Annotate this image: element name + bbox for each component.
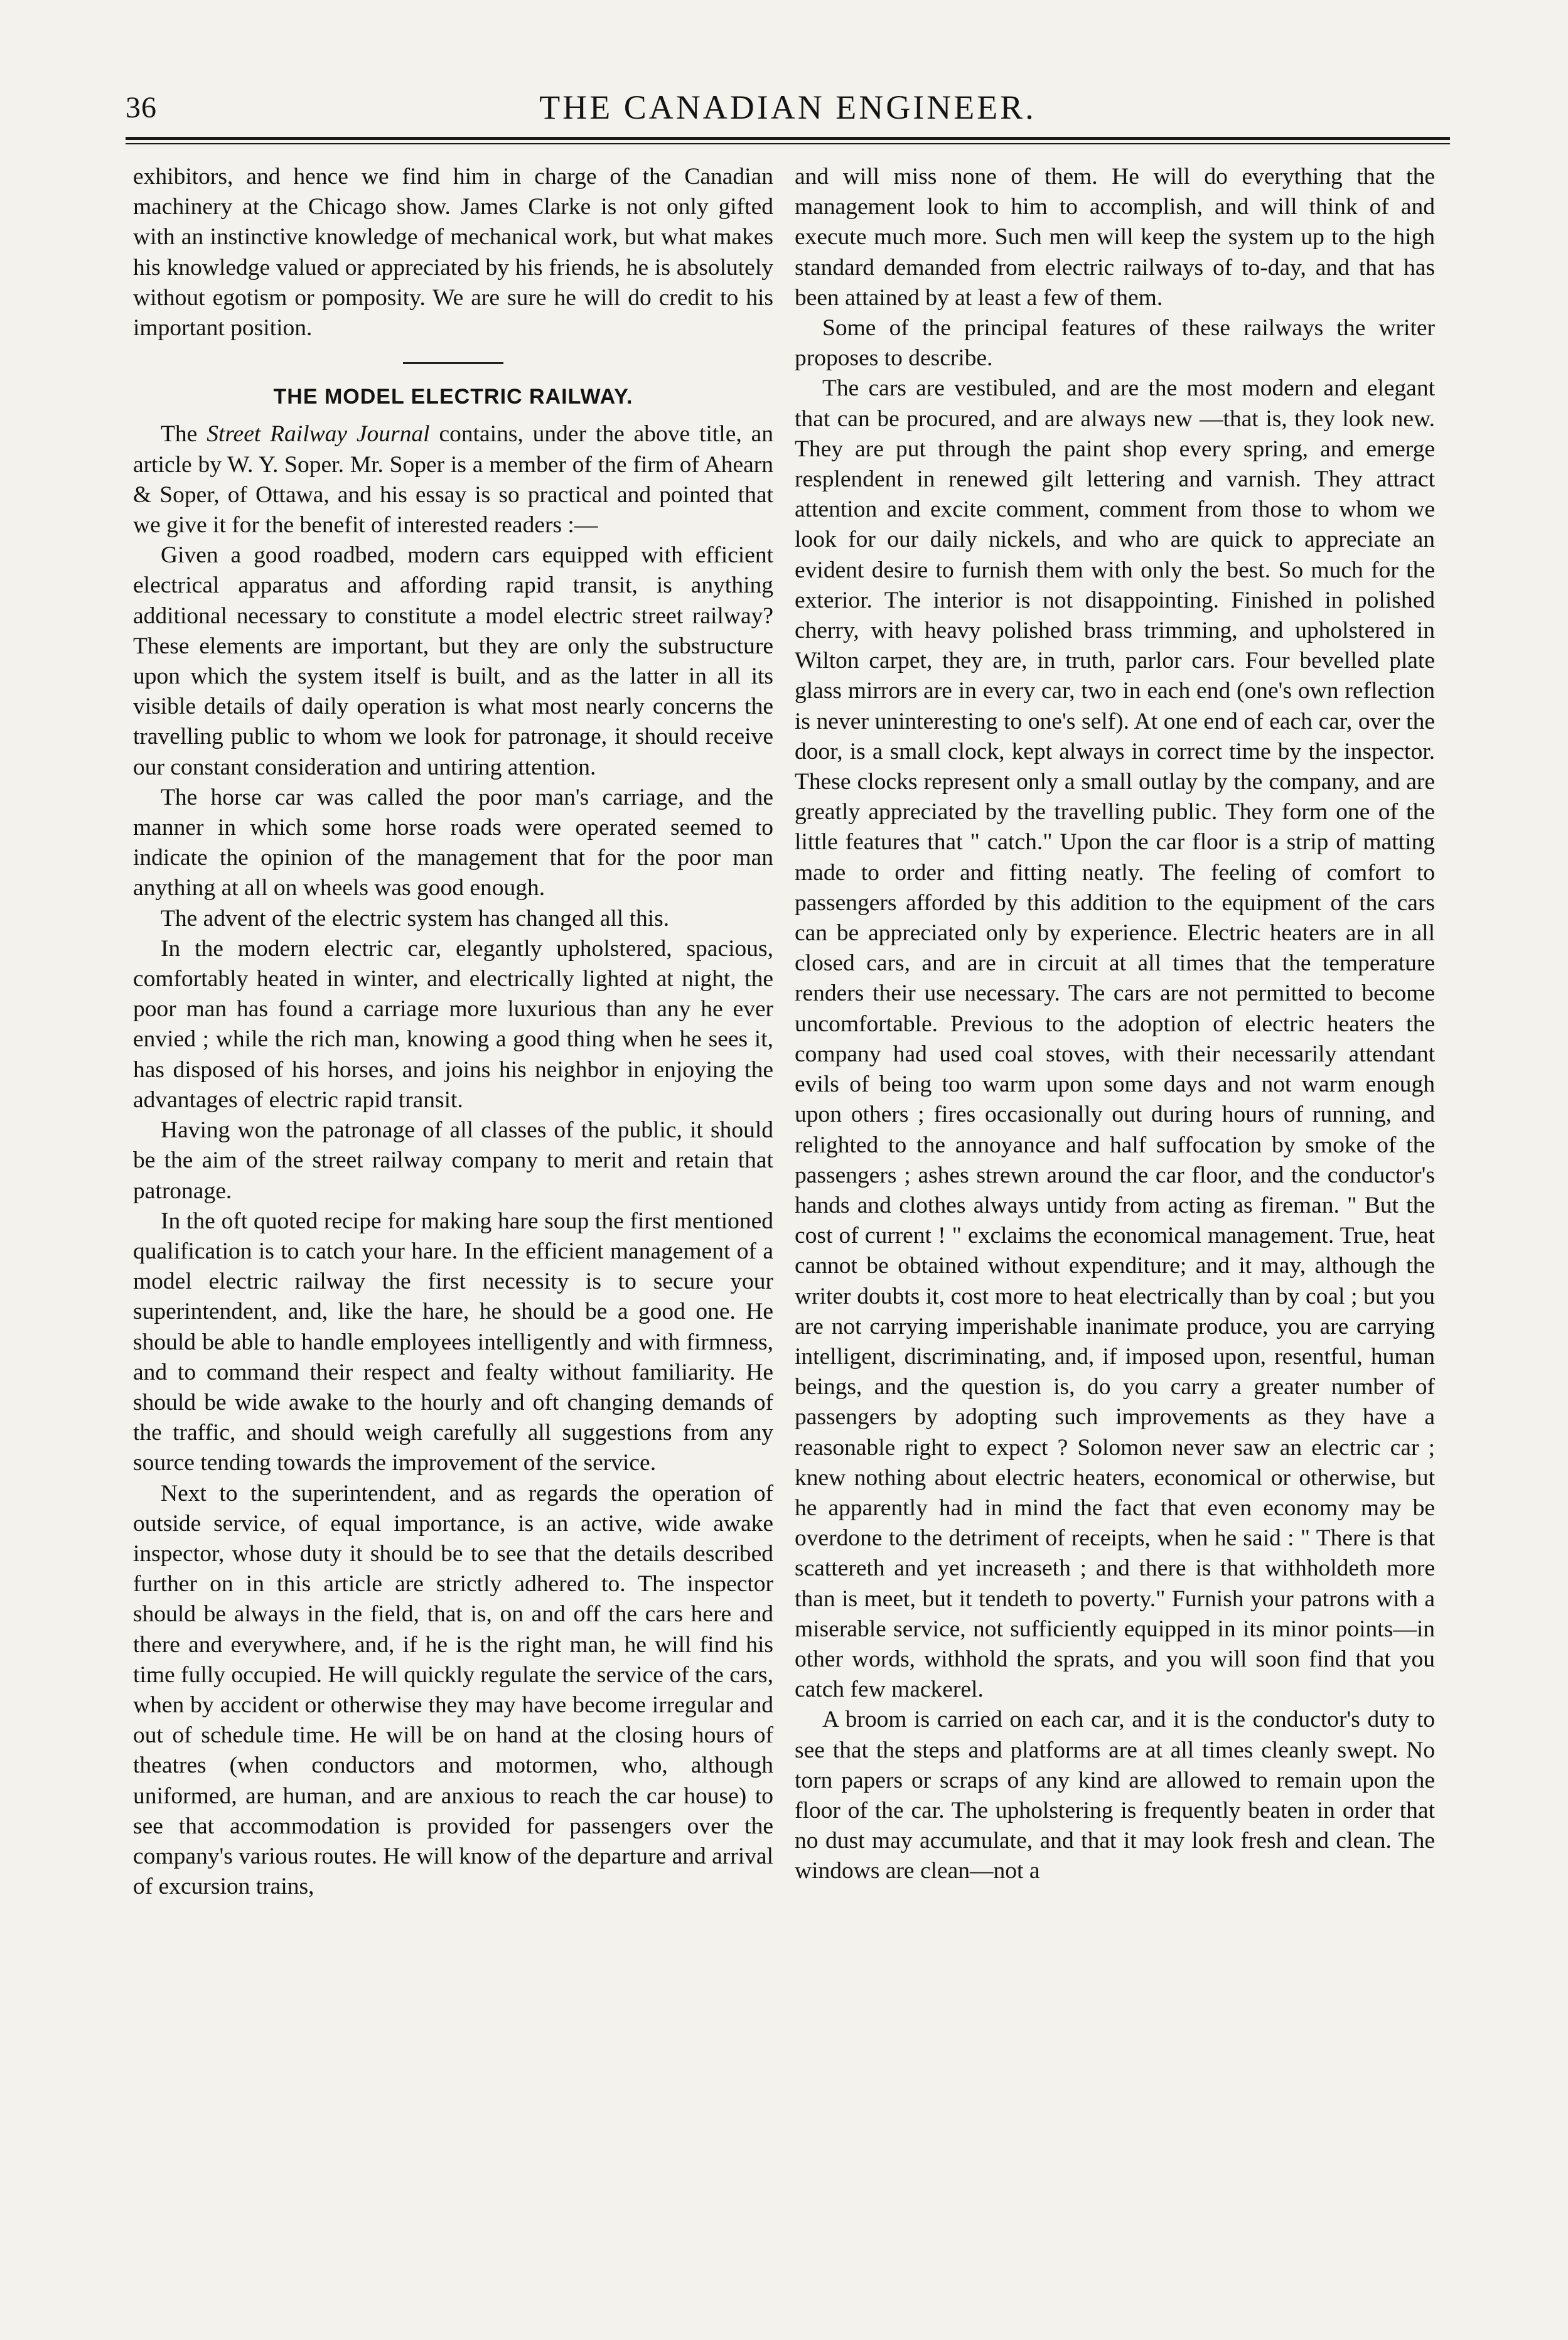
article-paragraph: Having won the patronage of all classes of the public, it should be the aim of the street railway company to merit and retain that patronage. (133, 1117, 773, 1204)
page-number: 36 (126, 91, 157, 124)
section-title: THE MODEL ELECTRIC RAILWAY. (273, 385, 633, 409)
article-paragraph (133, 419, 773, 540)
article-paragraph: The horse car was called the poor man's carriage, and the manner in which some horse roads were operated seemed to indicate the opinion of the management that for the poor man anything at all on wheels was good enough. (133, 784, 773, 901)
article-paragraph: Some of the principal features of these railways the writer proposes to describe. (795, 315, 1435, 372)
article-paragraph: A broom is carried on each car, and it is the conductor's duty to see that the steps and platforms are at all times cleanly swept. No torn papers or scraps of any kind are allowed to remain upon the floor of the car. The upholstering is frequently beaten in order that no dust may accumulate, and that it may look fresh and clean. The windows are clean—not a (795, 1707, 1435, 1884)
journal-name: Street Railway Journal (207, 421, 430, 448)
article-paragraph: In the modern electric car, elegantly upholstered, spacious, comfortably heated in winter, and electrically lighted at night, the poor man has found a carriage more luxurious than any he ever envied ; while the rich man, knowing a good thing when he sees it, has disposed of his horses, and joins his neighbor in enjoying the advantages of electric rapid transit. (133, 935, 773, 1113)
article-paragraph: and will miss none of them. He will do everything that the management look to him to accomplish, and will think of and execute much more. Such men will keep the system up to the high standard demanded from electric railways of to-day, and that has been attained by at least a few of them. (795, 164, 1435, 311)
article-paragraph: Next to the superintendent, and as regards the operation of outside service, of equal importance, is an active, wide awake inspector, whose duty it should be to see that the details described further on in this article are strictly adhered to. The inspector should be always in the field, that is, on and off the cars here and there and everywhere, and, if he is the right man, he will find his time fully occupied. He will quickly regulate the service of the cars, when by accident or otherwise they may have become irregular and out of schedule time. He will be on hand at the closing hours of theatres (when conductors and motormen, who, although uniformed, are human, and are anxious to reach the car house) to see that accommodation is provided for passengers over the company's various routes. He will know of the departure and arrival of excursion trains, (133, 1480, 773, 1900)
running-title: THE CANADIAN ENGINEER. (539, 89, 1036, 126)
article-paragraph: The advent of the electric system has changed all this. (161, 905, 670, 931)
right-column (795, 162, 1435, 1887)
article-paragraph: In the oft quoted recipe for making hare soup the first mentioned qualification is to catch your hare. In the efficient management of a model electric railway the first necessity is to secure your superintendent, and, like the hare, he should be a good one. He should be able to handle employees intelligently and with firmness, and to command their respect and fealty without familiarity. He should be wide awake to the hourly and oft changing demands of the traffic, and should weigh carefully all suggestions from any source tending towards the improvement of the service. (133, 1208, 773, 1476)
article-paragraph: The cars are vestibuled, and are the most modern and elegant that can be procured, and are always new —that is, they look new. They are put through the paint shop every spring, and emerge resplendent in renewed gilt lettering and varnish. They attract attention and excite comment, comment from those to whom we look for our daily nickels, and who are quick to appreciate an evident desire to furnish them with only the best. So much for the exterior. The interior is not disappointing. Finished in polished cherry, with heavy polished brass trimming, and upholstered in Wilton carpet, they are, in truth, parlor cars. Four bevelled plate glass mirrors are in every car, two in each end (one's own reflection is never uninteresting to one's self). At one end of each car, over the door, is a small clock, kept always in correct time by the inspector. These clocks represent only a small outlay by the company, and are greatly appreciated by the travelling public. They form one of the little features that " catch." Upon the car floor is a strip of matting made to order and fitting neatly. The feeling of comfort to passengers afforded by this addition to the equipment of the cars can be appreciated only by experience. Electric heaters are in all closed cars, and are in circuit at all times that the temperature renders their use necessary. The cars are not permitted to become uncomfortable. Previous to the adoption of electric heaters the company had used coal stoves, with their necessarily attendant evils of being too warm upon some days and not warm enough upon others ; fires occasionally out during hours of running, and relighted to the annoyance and half suffocation by smoke of the passengers ; ashes strewn around the car floor, and the conductor's hands and clothes always untidy from acting as fireman. " But the cost of current ! " exclaims the economical management. True, heat cannot be obtained without expenditure; and it may, although the writer doubts it, cost more to heat electrically than by coal ; but you are not carrying imperishable inanimate produce, you are carrying intelligent, discriminating, and, if imposed upon, resentful, human beings, and the question is, do you carry a greater number of passengers by adopting such improvements as they have a reasonable right to expect ? Solomon never saw an electric car ; knew nothing about electric heaters, economical or otherwise, but he apparently had in mind the fact that even economy may be overdone to the detriment of receipts, when he said : " There is that scattereth and yet increaseth ; and there is that withholdeth more than is meet, but it tendeth to poverty." Furnish your patrons with a miserable service, not sufficiently equipped in its minor points—in other words, withhold the sprats, and you will soon find that you catch few mackerel. (795, 375, 1435, 1703)
left-column (133, 162, 773, 1902)
text-run: contains, under the above title, an article by W. Y. Soper. Mr. Soper is a member of the firm of Ahearn & Soper, of Ottawa, and his essay is so practical and pointed that we give it for the benefit of interested readers :— (133, 421, 773, 539)
page-header (126, 82, 1450, 132)
header-rule-thin (126, 143, 1450, 144)
article-paragraph: Given a good roadbed, modern cars equipped with efficient electrical apparatus and affording rapid transit, is anything additional necessary to constitute a model electric street railway? These elements are important, but they are only the substructure upon which the system itself is built, and as the latter in all its visible details of daily operation is what most nearly concerns the travelling public to whom we look for patronage, it should receive our constant consideration and untiring attention. (133, 542, 773, 780)
header-rule (126, 137, 1450, 140)
text-run: The (161, 421, 207, 448)
intro-paragraph: exhibitors, and hence we find him in charge of the Canadian machinery at the Chicago show. James Clarke is not only gifted with an instinctive knowledge of mechanical work, but what makes his knowledge valued or appreciated by his friends, he is absolutely without egotism or pomposity. We are sure he will do credit to his important position. (133, 164, 773, 341)
section-divider (403, 362, 503, 364)
